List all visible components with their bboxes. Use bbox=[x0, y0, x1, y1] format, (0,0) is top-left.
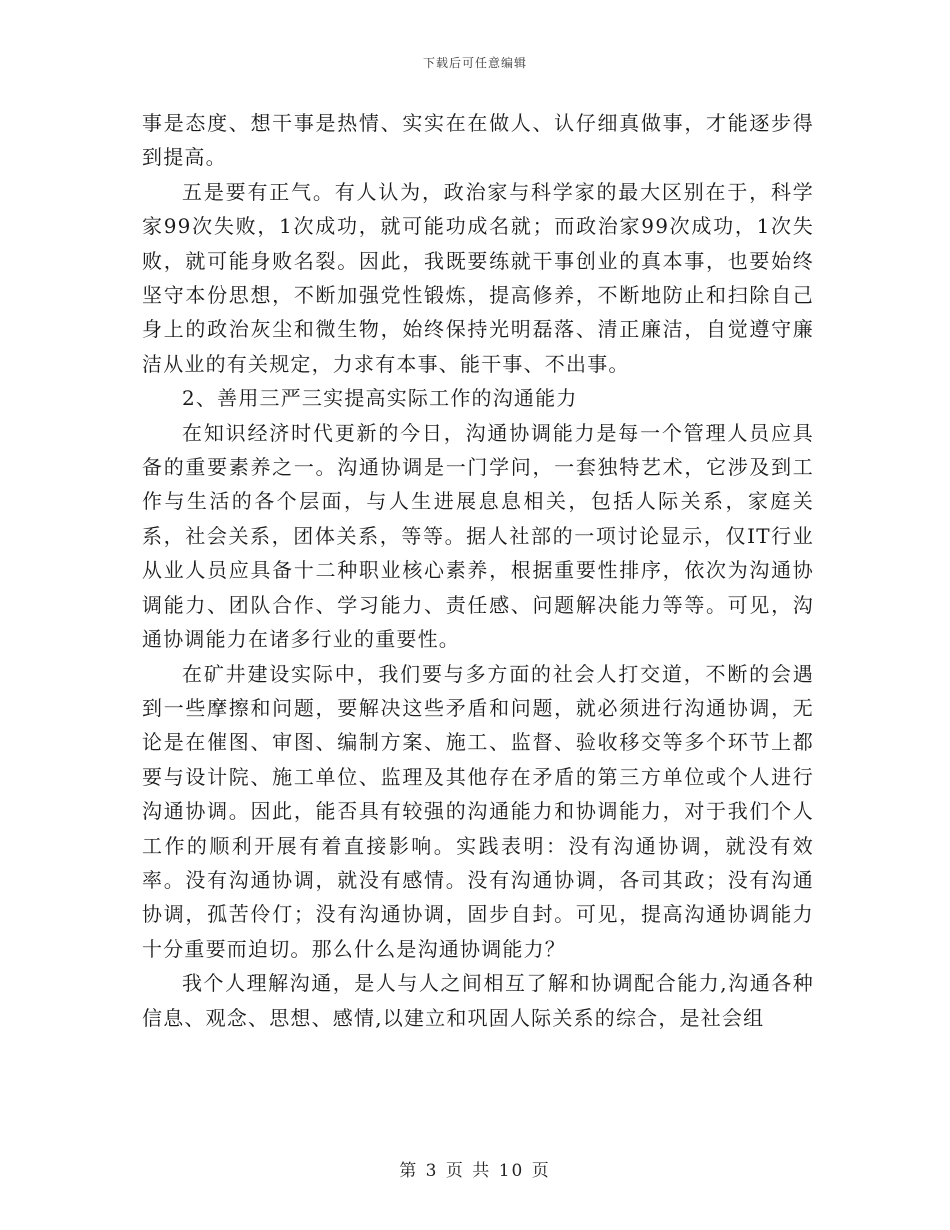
document-body bbox=[142, 106, 814, 1035]
paragraph-personal-understanding: 我个人理解沟通，是人与人之间相互了解和协调配合能力,沟通各种信息、观念、思想、感情,以建立和巩固人际关系的综合，是社会组 bbox=[142, 971, 814, 1030]
page-header-note: 下载后可任意编辑 bbox=[422, 56, 527, 70]
section-heading: 2、善用三严三实提高实际工作的沟通能力 bbox=[182, 386, 578, 411]
paragraph-communication-intro: 在知识经济时代更新的今日，沟通协调能力是每一个管理人员应具备的重要素养之一。沟通协调是一门学问，一套独特艺术，它涉及到工作与生活的各个层面，与人生进展息息相关，包括人际关系，家庭关系，社会关系，团体关系，等等。据人社部的一项讨论显示，仅IT行业从业人员应具备十二种职业核心素养，根据重要性排序，依次为沟通协调能力、团队合作、学习能力、责任感、问题解决能力等等。可见，沟通协调能力在诸多行业的重要性。 bbox=[142, 420, 814, 652]
paragraph-mine-construction: 在矿井建设实际中，我们要与多方面的社会人打交道，不断的会遇到一些摩擦和问题，要解决这些矛盾和问题，就必须进行沟通协调，无论是在催图、审图、编制方案、施工、监督、验收移交等多个环节上都要与设计院、施工单位、监理及其他存在矛盾的第三方单位或个人进行沟通协调。因此，能否具有较强的沟通能力和协调能力，对于我们个人工作的顺利开展有着直接影响。实践表明：没有沟通协调，就没有效率。没有沟通协调，就没有感情。没有沟通协调，各司其政；没有沟通协调，孤苦伶仃；没有沟通协调，固步自封。可见，提高沟通协调能力十分重要而迫切。那么什么是沟通协调能力？ bbox=[142, 661, 814, 961]
page-number-footer: 第 3 页 共 10 页 bbox=[399, 1161, 551, 1181]
paragraph-continuation: 事是态度、想干事是热情、实实在在做人、认仔细真做事，才能逐步得到提高。 bbox=[142, 111, 814, 170]
paragraph-integrity: 五是要有正气。有人认为，政治家与科学家的最大区别在于，科学家99次失败，1次成功，就可能功成名就；而政治家99次成功，1次失败，就可能身败名裂。因此，我既要练就干事创业的真本事，也要始终坚守本份思想，不断加强党性锻炼，提高修养，不断地防止和扫除自己身上的政治灰尘和微生物，始终保持光明磊落、清正廉洁，自觉遵守廉洁从业的有关规定，力求有本事、能干事、不出事。 bbox=[142, 179, 814, 376]
